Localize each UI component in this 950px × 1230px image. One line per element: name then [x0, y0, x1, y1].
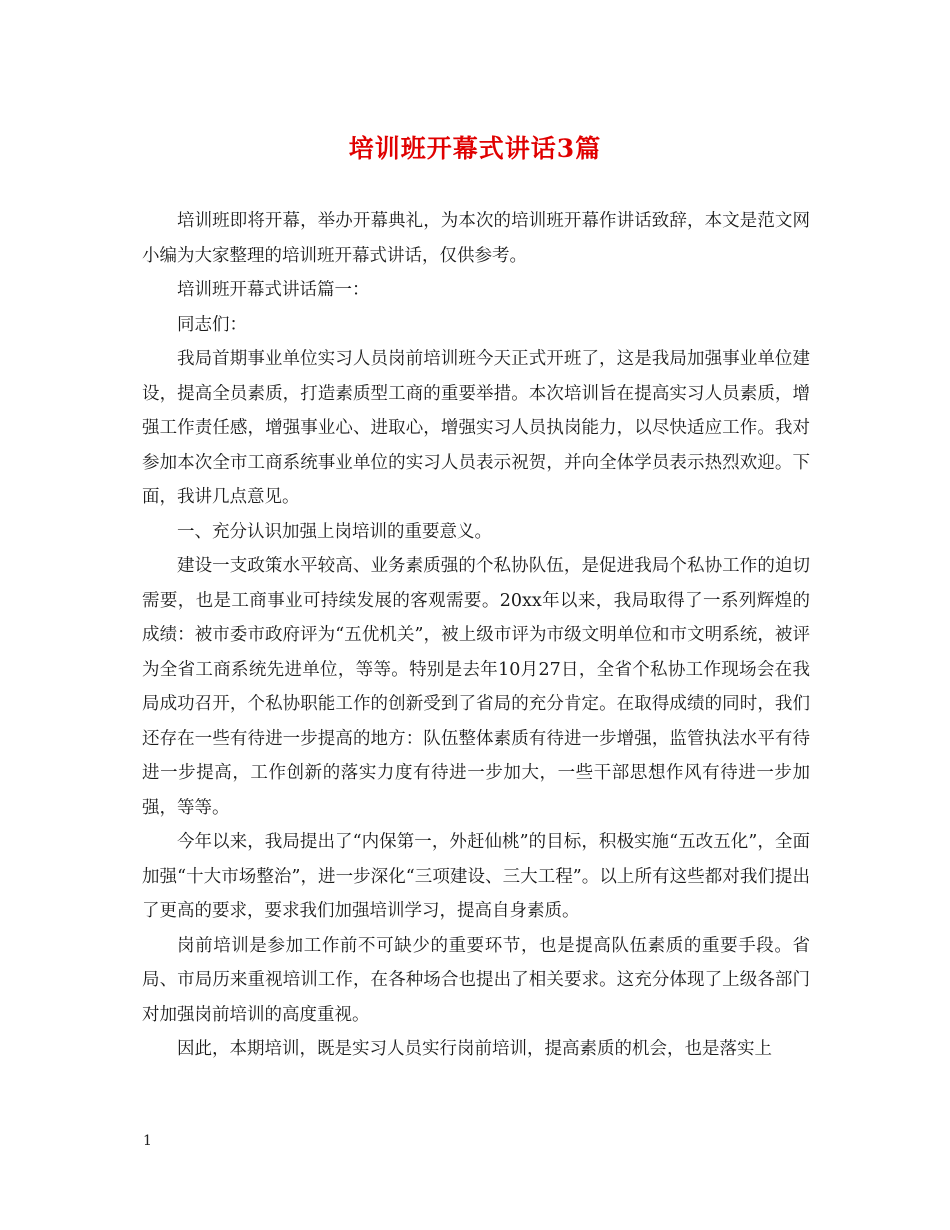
paragraph-intro: 培训班即将开幕，举办开幕典礼，为本次的培训班开幕作讲话致辞，本文是范文网小编为大家整理的培训班开幕式讲话，仅供参考。	[142, 211, 810, 266]
paragraph-section-heading: 培训班开幕式讲话篇一：	[177, 280, 370, 300]
paragraph-achievements: 建设一支政策水平较高、业务素质强的个私协队伍，是促进我局个私协工作的迫切需要，也是工商事业可持续发展的客观需要。20xx年以来，我局取得了一系列辉煌的成绩：被市委市政府评为“五优机关”，被上级市评为市级文明单位和市文明系统，被评为全省工商系统先进单位，等等。特别是去年10月27日，全省个私协工作现场会在我局成功召开，个私协职能工作的创新受到了省局的充分肯定。在取得成绩的同时，我们还存在一些有待进一步提高的地方：队伍整体素质有待进一步增强，监管执法水平有待进一步提高，工作创新的落实力度有待进一步加大，一些干部思想作风有待进一步加强，等等。	[142, 556, 810, 818]
page-number: 1	[143, 1133, 152, 1149]
paragraph-point-one-heading: 一、充分认识加强上岗培训的重要意义。	[177, 521, 492, 542]
paragraph-training-importance: 岗前培训是参加工作前不可缺少的重要环节，也是提高队伍素质的重要手段。省局、市局历来重视培训工作，在各种场合也提出了相关要求。这充分体现了上级各部门对加强岗前培训的高度重视。	[142, 935, 810, 1025]
paragraph-goals: 今年以来，我局提出了“内保第一，外赶仙桃”的目标，积极实施“五改五化”，全面加强“十大市场整治”，进一步深化“三项建设、三大工程”。以上所有这些都对我们提出了更高的要求，要求我们加强培训学习，提高自身素质。	[142, 832, 810, 921]
document-title: 培训班开幕式讲话3篇	[348, 134, 602, 163]
paragraph-opening: 我局首期事业单位实习人员岗前培训班今天正式开班了，这是我局加强事业单位建设，提高全员素质，打造素质型工商的重要举措。本次培训旨在提高实习人员素质，增强工作责任感，增强事业心、进取心，增强实习人员执岗能力，以尽快适应工作。我对参加本次全市工商系统事业单位的实习人员表示祝贺，并向全体学员表示热烈欢迎。下面，我讲几点意见。	[142, 349, 810, 507]
paragraph-conclusion: 因此，本期培训，既是实习人员实行岗前培训，提高素质的机会，也是落实上	[177, 1039, 772, 1059]
paragraph-salutation: 同志们：	[177, 314, 247, 335]
document-body	[142, 204, 810, 1067]
